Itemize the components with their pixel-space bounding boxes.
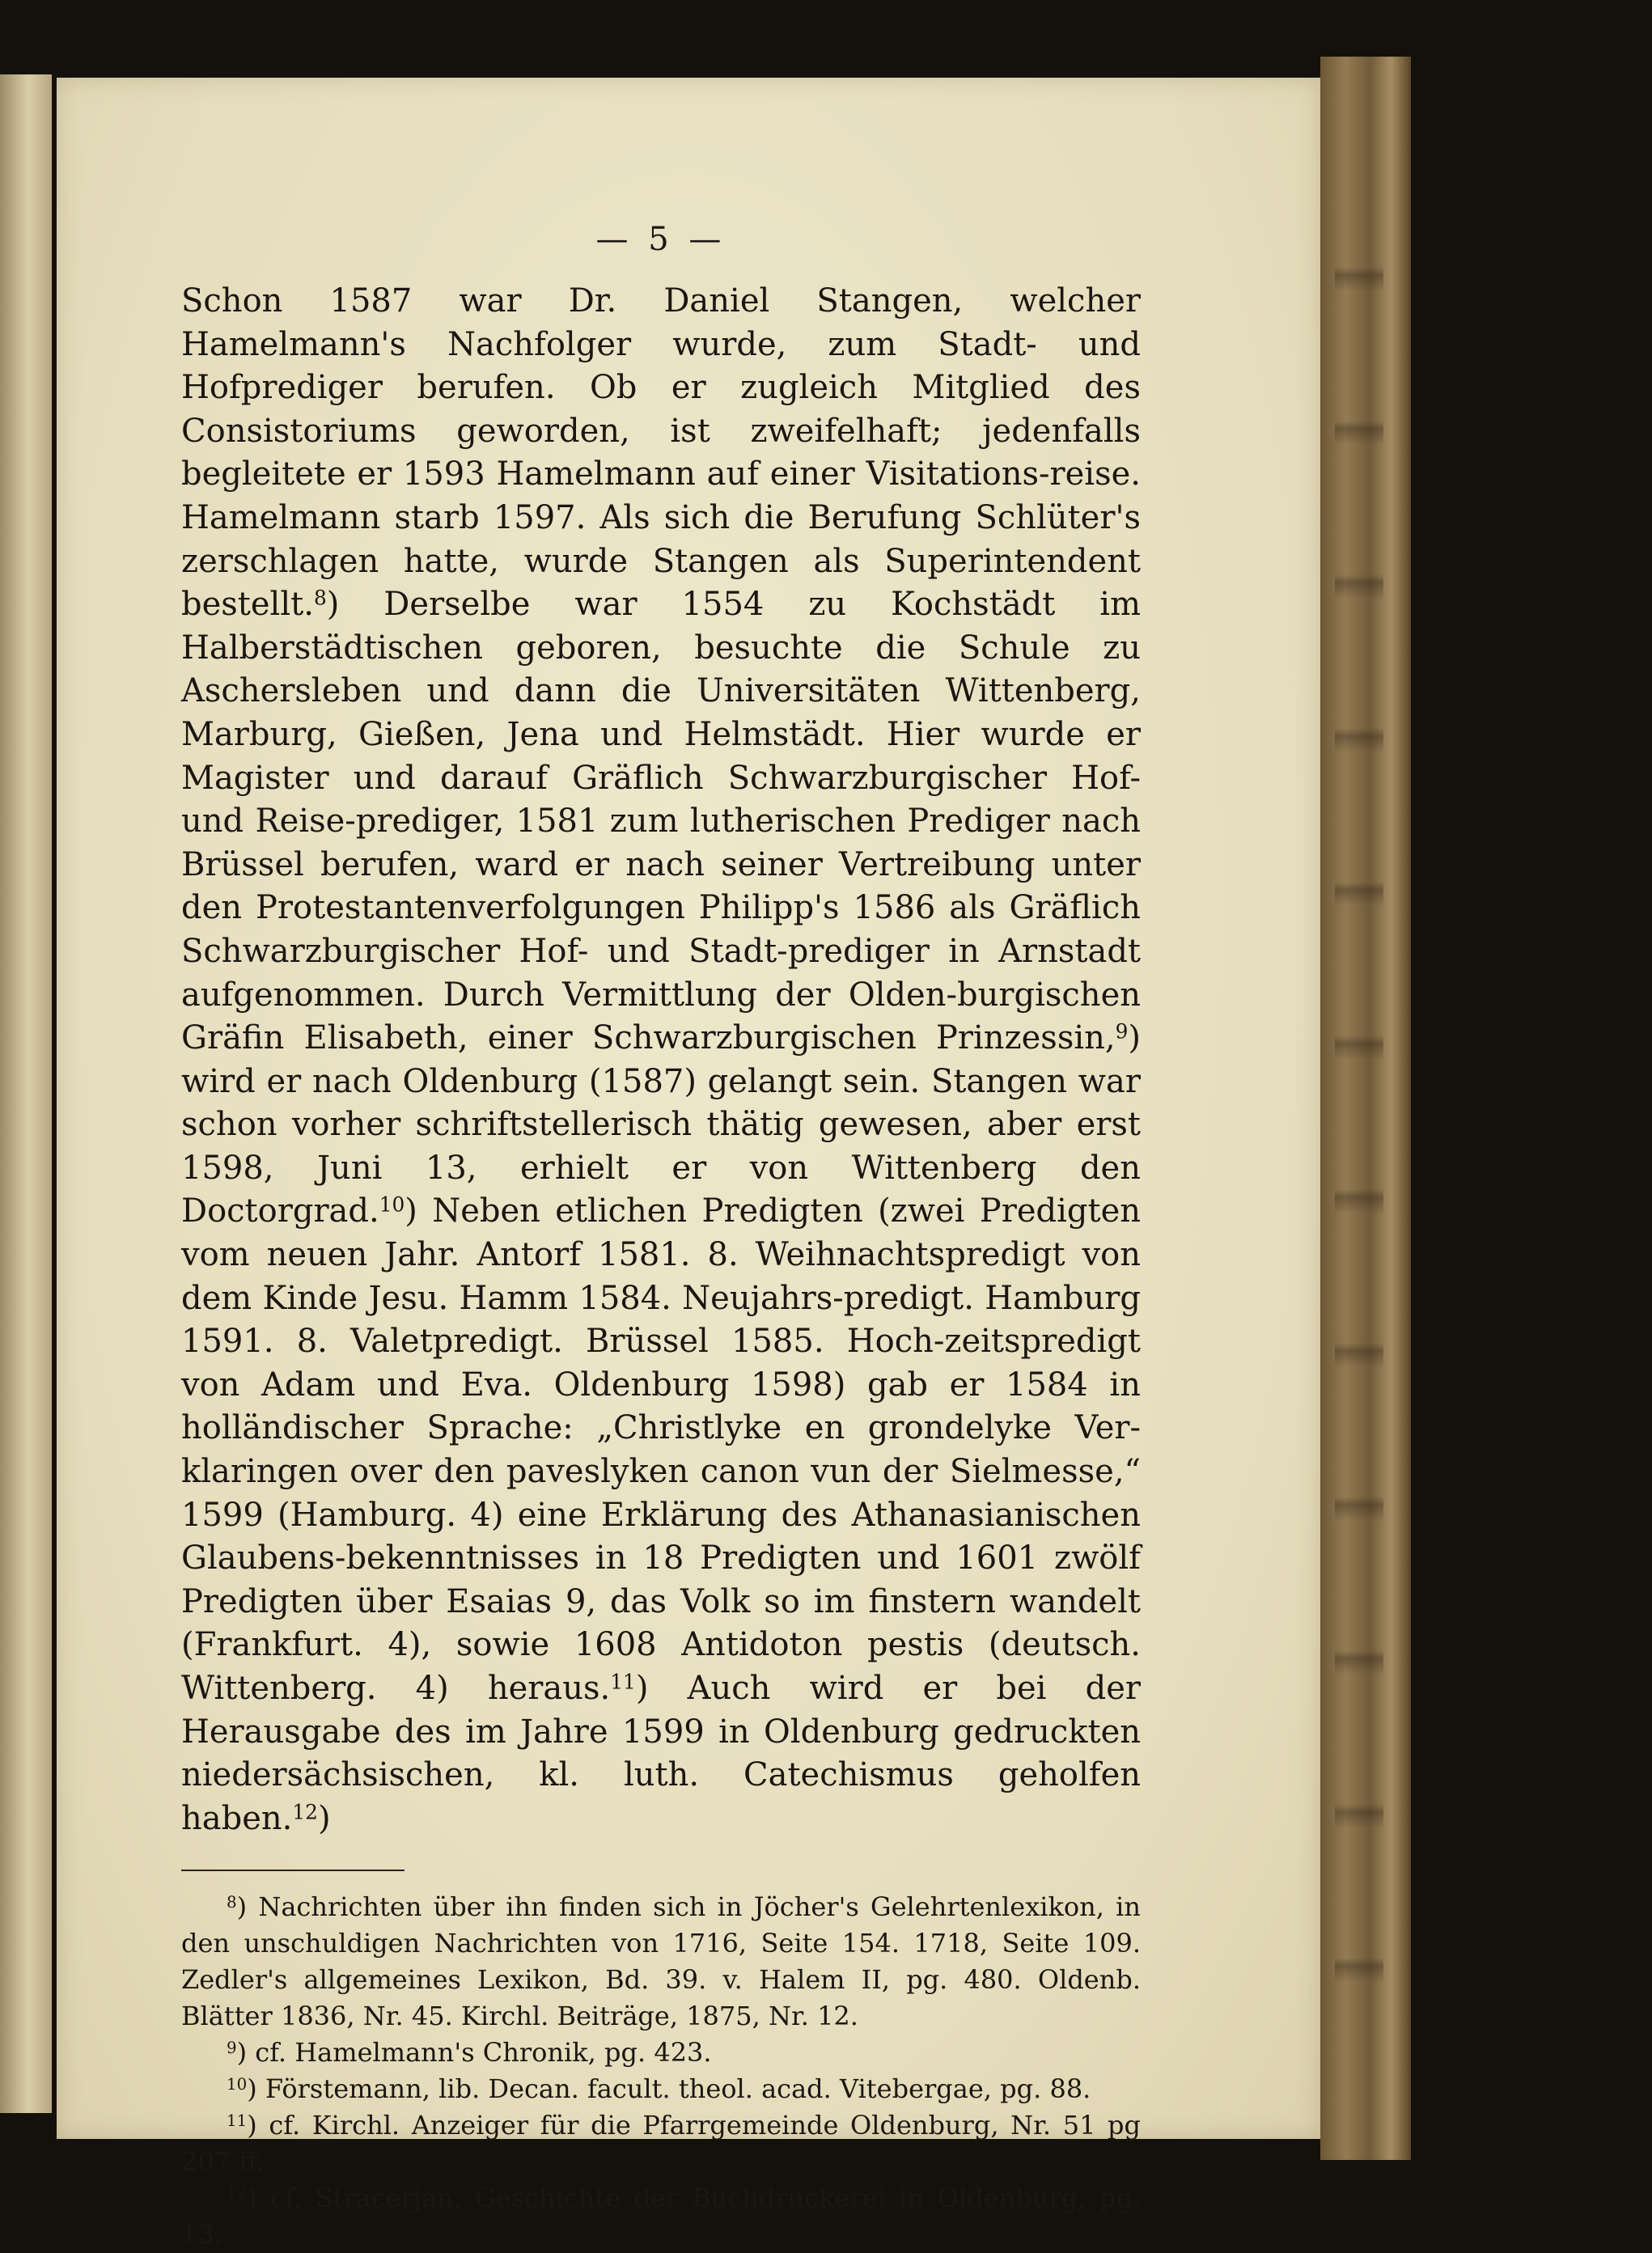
footnote-rule [181,1870,405,1871]
footnotes [181,1889,1141,2253]
footnote-12: $^{12}$) cf. Stracerjan, Geschichte der Buchdruckerei in Oldenburg, pg. 13. [181,2183,1141,2251]
spine-wear [1335,138,1383,2079]
body-paragraph: Schon 1587 war Dr. Daniel Stangen, welcher Hamelmann's Nachfolger wurde, zum Stadt- und Hofprediger berufen. Ob er zugleich Mitglied des Consistoriums geworden, ist zweifelhaft; jedenfalls begleitete er 1593 Hamelmann auf einer Visitations-reise. Hamelmann starb 1597. Als sich die Berufung Schlüter's zerschlagen hatte, wurde Stangen als Superintendent bestellt.$^8$) Derselbe war 1554 zu Kochstädt im Halberstädtischen geboren, besuchte die Schule zu Aschersleben und dann die Universitäten Wittenberg, Marburg, Gießen, Jena und Helmstädt. Hier wurde er Magister und darauf Gräflich Schwarzburgischer Hof- und Reise-prediger, 1581 zum lutherischen Prediger nach Brüssel berufen, ward er nach seiner Vertreibung unter den Protestantenverfolgungen Philipp's 1586 als Gräflich Schwarzburgischer Hof- und Stadt-prediger in Arnstadt aufgenommen. Durch Vermittlung der Olden-burgischen Gräfin Elisabeth, einer Schwarzburgischen Prinzessin,$^9$) wird er nach Oldenburg (1587) gelangt sein. Stangen war schon vorher schriftstellerisch thätig gewesen, aber erst 1598, Juni 13, erhielt er von Wittenberg den Doctorgrad.$^{10}$) Neben etlichen Predigten (zwei Predigten vom neuen Jahr. Antorf 1581. 8. Weihnachtspredigt von dem Kinde Jesu. Hamm 1584. Neujahrs-predigt. Hamburg 1591. 8. Valetpredigt. Brüssel 1585. Hoch-zeitspredigt von Adam und Eva. Oldenburg 1598) gab er 1584 in holländischer Sprache: „Christlyke en grondelyke Ver-klaringen over den paveslyken canon vun der Sielmesse,“ 1599 (Hamburg. 4) eine Erklärung des Athanasianischen Glaubens-bekenntnisses in 18 Predigten und 1601 zwölf Predigten über Esaias 9, das Volk so im finstern wandelt (Frankfurt. 4), sowie 1608 Antidoton pestis (deutsch. Wittenberg. 4) heraus.$^{11}$) Auch wird er bei der Herausgabe des im Jahre 1599 in Oldenburg gedruckten niedersächsischen, kl. luth. Catechismus geholfen haben.$^{12}$) [181,282,1141,1837]
facing-page-edge [0,74,52,2113]
page-number: — 5 — [595,221,726,258]
footnote-11: $^{11}$) cf. Kirchl. Anzeiger für die Pfarrgemeinde Oldenburg, Nr. 51 pg 207 ff. [181,2110,1141,2178]
footnote-10: $^{10}$) Förstemann, lib. Decan. facult. theol. acad. Vitebergae, pg. 88. [227,2073,1091,2105]
page-content [181,218,1141,2253]
footnote-9: $^9$) cf. Hamelmann's Chronik, pg. 423. [227,2037,712,2069]
footnote-8: $^8$) Nachrichten über ihn finden sich in Jöcher's Gelehrtenlexikon, in den unschuldigen Nachrichten von 1716, Seite 154. 1718, Seite 109. Zedler's allgemeines Lexikon, Bd. 39. v. Halem II, pg. 480. Oldenb. Blätter 1836, Nr. 45. Kirchl. Beiträge, 1875, Nr. 12. [181,1891,1141,2032]
